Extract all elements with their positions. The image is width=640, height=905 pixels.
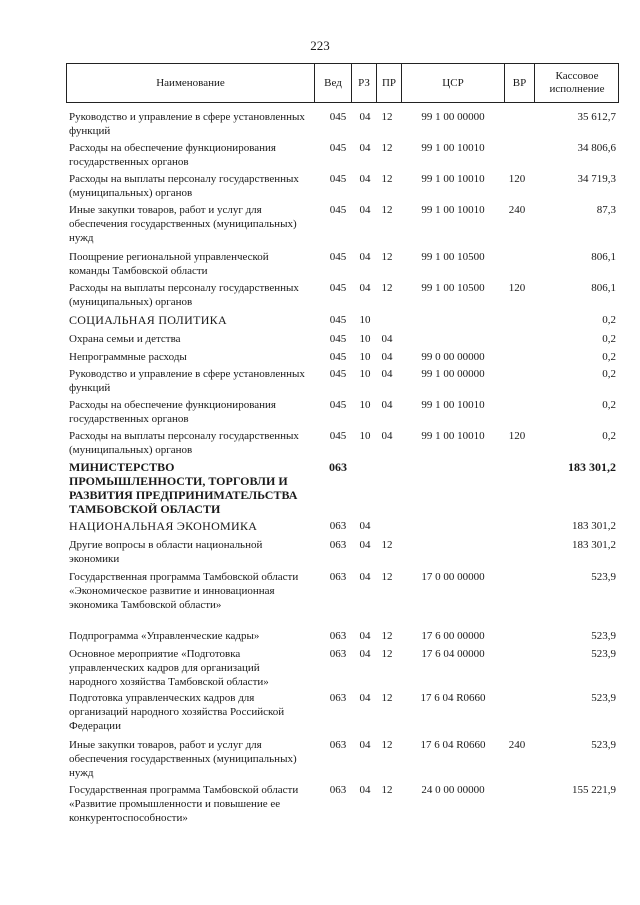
row-ved: 063 [329,739,347,751]
row-name: Руководство и управление в сфере установленных функций [69,111,305,137]
row-csr: 24 0 00 00000 [421,784,485,796]
row-csr: 99 1 00 00000 [421,111,485,123]
row-pr: 12 [381,282,393,294]
row-rz: 04 [359,251,371,263]
row-csr: 99 0 00 00000 [421,351,485,363]
row-sum: 806,1 [591,282,616,294]
row-ved: 063 [329,630,347,642]
row-pr: 12 [381,630,393,642]
row-ved: 063 [329,571,347,583]
row-csr: 17 6 00 00000 [421,630,485,642]
row-sum: 0,2 [602,351,616,363]
page-number: 223 [310,38,330,53]
row-ved: 045 [329,368,347,380]
row-rz: 04 [359,648,371,660]
row-sum: 523,9 [591,648,616,660]
row-name: Расходы на выплаты персоналу государственных (муниципальных) органов [69,282,299,308]
row-sum: 806,1 [591,251,616,263]
row-vr: 240 [508,739,526,751]
row-name: Иные закупки товаров, работ и услуг для обеспечения государственных (муниципальных) нужд [69,739,297,779]
row-sum: 0,2 [602,333,616,345]
row-ved: 063 [329,648,347,660]
row-ved: 063 [329,520,347,532]
header-rz: РЗ [358,76,370,89]
row-rz: 04 [359,692,371,704]
row-name: Расходы на выплаты персоналу государственных (муниципальных) органов [69,430,299,456]
row-pr: 12 [381,692,393,704]
row-rz: 04 [359,173,371,185]
row-name: СОЦИАЛЬНАЯ ПОЛИТИКА [69,313,227,327]
row-rz: 10 [359,399,371,411]
row-ved: 045 [329,399,347,411]
row-name: Непрограммные расходы [69,351,187,363]
row-pr: 04 [381,333,393,345]
header-sum: Кассовое исполнение [549,70,605,95]
row-sum: 87,3 [596,204,616,216]
row-ved: 045 [329,282,347,294]
row-name: Другие вопросы в области национальной экономики [69,539,263,565]
header-vr: ВР [512,76,527,89]
row-name: Государственная программа Тамбовской области «Развитие промышленности и повышение ее конкурентоспособности» [69,784,299,824]
row-pr: 04 [381,368,393,380]
row-name: Государственная программа Тамбовской области «Экономическое развитие и инновационная экономика Тамбовской области» [69,571,299,611]
margin-mark [2,402,6,522]
row-csr: 99 1 00 10010 [421,204,485,216]
row-sum: 0,2 [602,368,616,380]
row-csr: 17 6 04 00000 [421,648,485,660]
row-ved: 045 [329,314,347,326]
row-name: Иные закупки товаров, работ и услуг для обеспечения государственных (муниципальных) нужд [69,204,297,244]
row-pr: 12 [381,739,393,751]
row-name: Расходы на обеспечение функционирования государственных органов [69,399,276,425]
row-pr: 12 [381,648,393,660]
row-pr: 12 [381,251,393,263]
row-ved: 045 [329,173,347,185]
row-rz: 04 [359,784,371,796]
row-csr: 17 6 04 R0660 [420,739,486,751]
table-header [66,63,619,103]
row-pr: 04 [381,351,393,363]
row-ved: 063 [329,784,347,796]
row-pr: 12 [381,173,393,185]
row-sum: 523,9 [591,630,616,642]
row-name: Расходы на выплаты персоналу государственных (муниципальных) органов [69,173,299,199]
row-name: МИНИСТЕРСТВО ПРОМЫШЛЕННОСТИ, ТОРГОВЛИ И РАЗВИТИЯ ПРЕДПРИНИМАТЕЛЬСТВА ТАМБОВСКОЙ ОБЛАСТИ [69,460,298,516]
row-csr: 99 1 00 10010 [421,399,485,411]
row-ved: 045 [329,142,347,154]
row-ved: 045 [329,111,347,123]
row-sum: 183 301,2 [572,520,616,532]
row-ved: 045 [329,204,347,216]
row-vr: 240 [508,204,526,216]
row-rz: 04 [359,739,371,751]
row-ved: 045 [329,333,347,345]
row-ved: 063 [329,692,347,704]
row-vr: 120 [508,173,526,185]
row-pr: 04 [381,399,393,411]
row-sum: 183 301,2 [572,539,616,551]
row-name: Расходы на обеспечение функционирования государственных органов [69,142,276,168]
row-sum: 35 612,7 [577,111,616,123]
row-csr: 99 1 00 00000 [421,368,485,380]
row-vr: 120 [508,430,526,442]
row-rz: 04 [359,539,371,551]
row-rz: 04 [359,571,371,583]
row-ved: 045 [329,251,347,263]
row-pr: 12 [381,111,393,123]
row-name: Охрана семьи и детства [69,333,181,345]
row-rz: 10 [359,368,371,380]
header-csr: ЦСР [442,76,464,89]
row-rz: 04 [359,630,371,642]
row-vr: 120 [508,282,526,294]
row-ved: 063 [329,460,347,474]
row-csr: 99 1 00 10500 [421,251,485,263]
row-sum: 0,2 [602,399,616,411]
row-rz: 10 [359,351,371,363]
row-name: НАЦИОНАЛЬНАЯ ЭКОНОМИКА [69,519,258,533]
row-sum: 183 301,2 [568,460,616,474]
row-sum: 0,2 [602,314,616,326]
row-sum: 155 221,9 [572,784,616,796]
row-rz: 04 [359,142,371,154]
row-ved: 063 [329,539,347,551]
header-pr: ПР [381,76,397,89]
row-rz: 04 [359,282,371,294]
row-name: Руководство и управление в сфере установленных функций [69,368,305,394]
row-sum: 523,9 [591,739,616,751]
row-csr: 17 6 04 R0660 [420,692,486,704]
row-pr: 12 [381,571,393,583]
row-csr: 17 0 00 00000 [421,571,485,583]
row-pr: 12 [381,204,393,216]
row-pr: 12 [381,142,393,154]
row-csr: 99 1 00 10010 [421,430,485,442]
row-csr: 99 1 00 10010 [421,173,485,185]
row-sum: 0,2 [602,430,616,442]
row-name: Основное мероприятие «Подготовка управленческих кадров для организаций народного хозяйства Тамбовской области» [69,648,269,688]
row-name: Поощрение региональной управленческой команды Тамбовской области [69,251,269,277]
row-csr: 99 1 00 10010 [421,142,485,154]
row-rz: 04 [359,520,371,532]
row-name: Подпрограмма «Управленческие кадры» [69,630,260,642]
row-pr: 04 [381,430,393,442]
row-csr: 99 1 00 10500 [421,282,485,294]
row-rz: 10 [359,314,371,326]
row-pr: 12 [381,539,393,551]
row-sum: 34 806,6 [577,142,616,154]
header-ved: Вед [324,76,342,89]
row-sum: 523,9 [591,571,616,583]
row-sum: 523,9 [591,692,616,704]
row-rz: 04 [359,204,371,216]
row-name: Подготовка управленческих кадров для организаций народного хозяйства Российской Федерации [69,692,285,732]
row-rz: 04 [359,111,371,123]
header-name: Наименование [156,76,225,89]
row-ved: 045 [329,430,347,442]
row-ved: 045 [329,351,347,363]
row-pr: 12 [381,784,393,796]
row-rz: 10 [359,333,371,345]
row-rz: 10 [359,430,371,442]
row-sum: 34 719,3 [577,173,616,185]
